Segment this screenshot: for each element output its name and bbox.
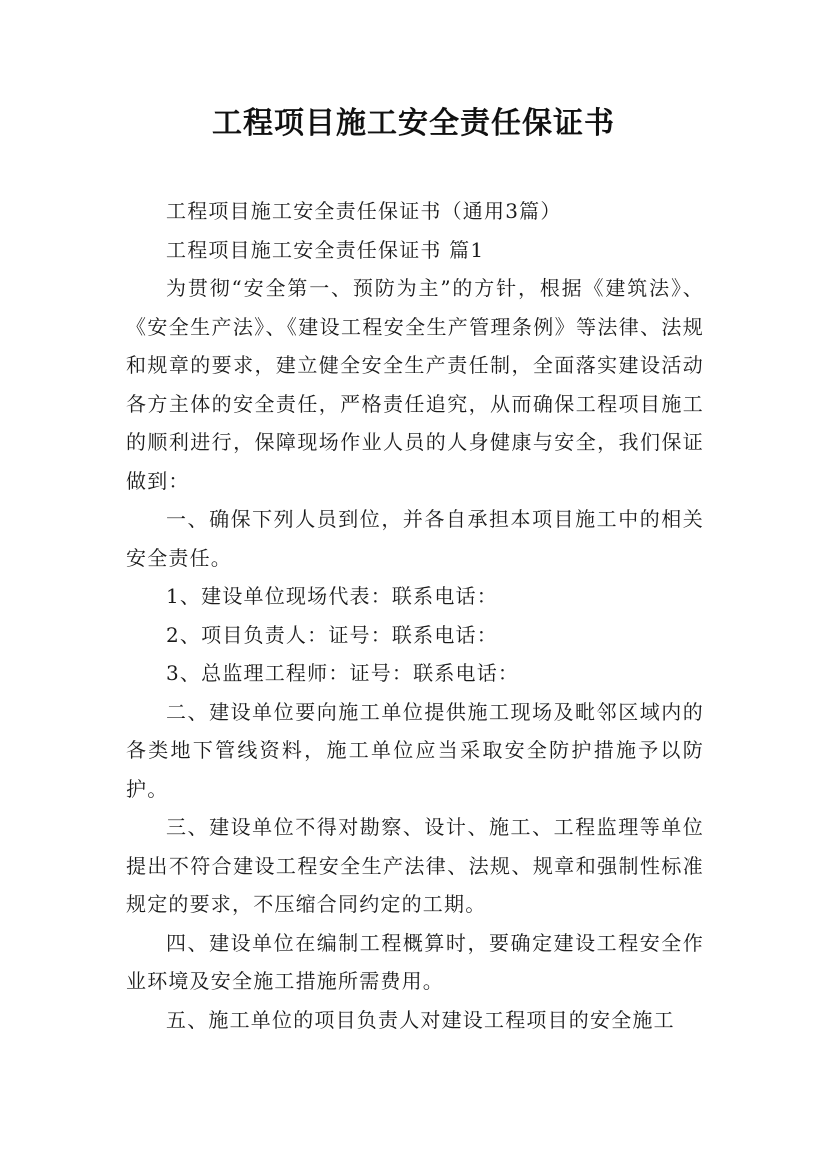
- body-paragraph: 1、建设单位现场代表：联系电话：: [166, 584, 498, 608]
- body-paragraph: 一、确保下列人员到位，并各自承担本项目施工中的相关安全责任。: [126, 507, 704, 570]
- body-paragraph: 三、建设单位不得对勘察、设计、施工、工程监理等单位提出不符合建设工程安全生产法律、法规、规章和强制性标准规定的要求，不压缩合同约定的工期。: [126, 815, 704, 916]
- document-body: [126, 192, 704, 1039]
- body-paragraph: 2、项目负责人：证号：联系电话：: [166, 622, 498, 647]
- document-title: 工程项目施工安全责任保证书: [212, 106, 615, 141]
- body-paragraph: 工程项目施工安全责任保证书 篇1: [166, 237, 485, 262]
- body-paragraph: 四、建设单位在编制工程概算时，要确定建设工程安全作业环境及安全施工措施所需费用。: [126, 930, 704, 993]
- body-paragraph: 工程项目施工安全责任保证书（通用3篇）: [166, 199, 562, 223]
- body-paragraph: 二、建设单位要向施工单位提供施工现场及毗邻区域内的各类地下管线资料，施工单位应当采取安全防护措施予以防护。: [126, 699, 704, 801]
- body-paragraph: 为贯彻“安全第一、预防为主”的方针，根据《建筑法》、《安全生产法》、《建设工程安全生产管理条例》等法律、法规和规章的要求，建立健全安全生产责任制，全面落实建设活动各方主体的安全责任，严格责任追究，从而确保工程项目施工的顺利进行，保障现场作业人员的人身健康与安全，我们保证做到：: [126, 276, 704, 493]
- body-paragraph: 3、总监理工程师：证号：联系电话：: [166, 661, 520, 685]
- body-paragraph: 五、施工单位的项目负责人对建设工程项目的安全施工: [166, 1007, 675, 1032]
